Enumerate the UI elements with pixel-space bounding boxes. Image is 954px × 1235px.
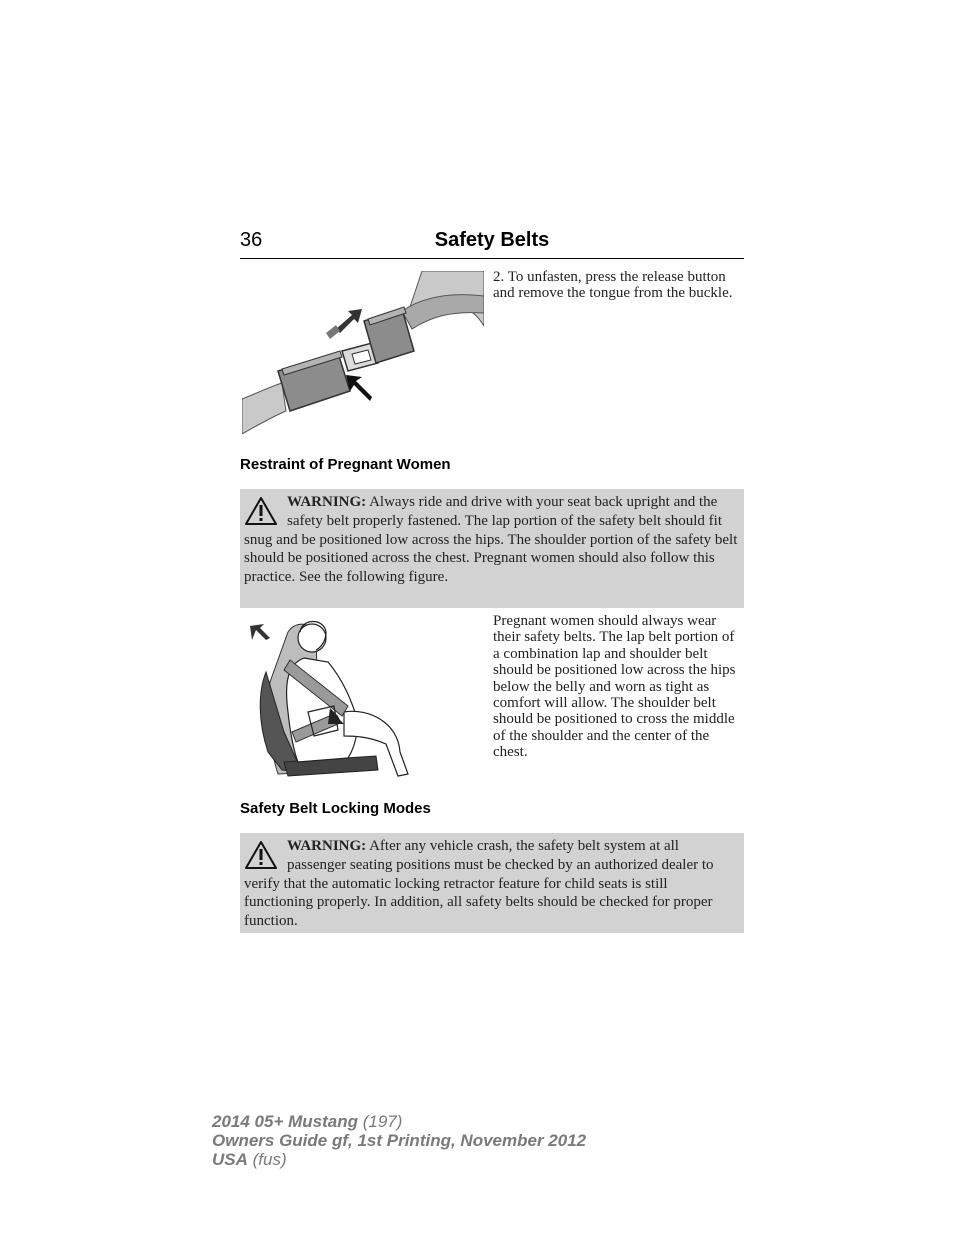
- page-number: 36: [240, 229, 263, 251]
- warning-box-locking-modes: [240, 833, 744, 933]
- warning-triangle-icon: [244, 496, 278, 526]
- pregnant-women-guidance: Pregnant women should always wear their safety belts. The lap belt portion of a combination lap and shoulder belt should be positioned low across the hips below the belly and worn as tight as comfort will allow. The shoulder belt should be positioned to cross the middle of the shoulder and the center of the chest.: [493, 613, 736, 761]
- footer-line-3: [212, 1150, 586, 1169]
- buckle-release-illustration: [242, 271, 484, 434]
- footer-line-1: [212, 1112, 586, 1131]
- footer-market: USA: [212, 1150, 248, 1169]
- warning-triangle-icon: [244, 840, 278, 870]
- warning-label: WARNING:: [287, 494, 367, 510]
- footer-line-2: Owners Guide gf, 1st Printing, November 2012: [212, 1131, 587, 1150]
- warning-label: WARNING:: [287, 838, 367, 854]
- warning-text: Always ride and drive with your seat back upright and the safety belt properly fastened. The lap portion of the safety belt should fit snug and be positioned low across the hips. The shoulder portion of the safety belt should be positioned across the chest. Pregnant women should also follow this practice. See the following figure.: [244, 494, 738, 586]
- footer-model: 2014 05+ Mustang: [212, 1112, 358, 1131]
- footer: [212, 1112, 586, 1169]
- section-heading-pregnant: Restraint of Pregnant Women: [240, 456, 451, 473]
- unfasten-instructions: 2. To unfasten, press the release button and remove the tongue from the buckle.: [493, 269, 733, 302]
- footer-market-code: (fus): [247, 1150, 287, 1169]
- section-heading-locking-modes: Safety Belt Locking Modes: [240, 800, 431, 817]
- warning-text: After any vehicle crash, the safety belt system at all passenger seating positions must be checked by an authorized dealer to verify that the automatic locking retractor feature for child seats is still functioning properly. In addition, all safety belts should be checked for proper function.: [244, 838, 714, 930]
- footer-model-code: (197): [358, 1112, 403, 1131]
- header-rule: [240, 258, 744, 259]
- warning-box-pregnant: [240, 489, 744, 608]
- pregnant-woman-seatbelt-illustration: [248, 612, 418, 778]
- page-title: Safety Belts: [434, 229, 550, 251]
